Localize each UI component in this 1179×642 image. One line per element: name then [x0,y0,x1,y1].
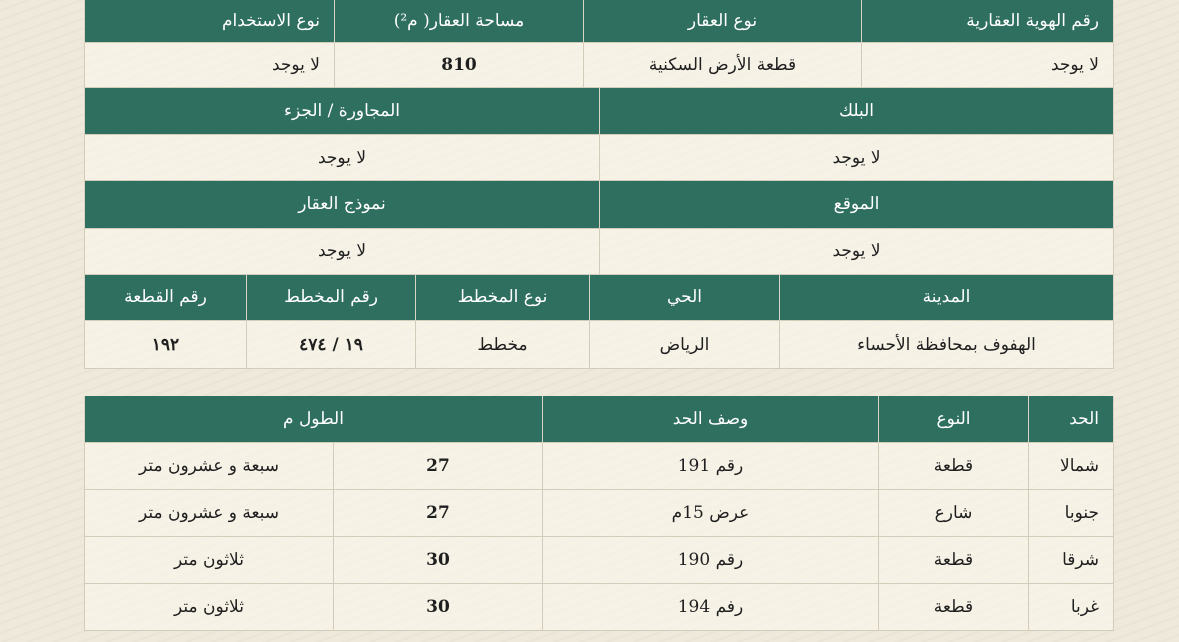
value-plot-number: ١٩٢ [85,321,247,369]
header-length: الطول م [84,396,542,442]
table-row [84,489,1113,536]
boundaries-table [84,396,1114,631]
property-info-section [85,0,1114,369]
boundary-length-text: ثلاثون متر [84,536,333,583]
value-block: لا يوجد [600,135,1114,181]
header-city: المدينة [780,275,1114,321]
header-neighborhood-part: المجاورة / الجزء [85,88,600,135]
header-plan-number: رقم المخطط [247,275,416,321]
header-property-model: نموذج العقار [85,181,600,228]
value-property-id: لا يوجد [862,42,1114,87]
boundary-description: رقم 191 [543,442,879,489]
value-district: الرياض [590,321,780,369]
value-property-type: قطعة الأرض السكنية [584,42,862,87]
value-plan-number: ١٩ / ٤٧٤ [247,321,416,369]
boundary-description: عرض 15م [543,489,879,536]
header-boundary-description: وصف الحد [543,396,879,442]
boundary-length: 27 [334,489,543,536]
boundary-length: 30 [334,536,543,583]
value-location: لا يوجد [600,228,1114,274]
boundary-description: رقم 190 [543,536,879,583]
boundary-length-text: سبعة و عشرون متر [84,442,333,489]
boundary-description: رفم 194 [543,583,879,630]
location-table [84,181,1114,275]
boundary-side: جنوبا [1029,489,1114,536]
header-boundary: الحد [1029,396,1114,442]
value-neighborhood-part: لا يوجد [85,135,600,181]
value-property-model: لا يوجد [85,228,600,274]
boundary-length: 27 [334,442,543,489]
value-usage-type: لا يوجد [85,42,335,87]
header-plot-number: رقم القطعة [85,275,247,321]
table-row [84,442,1113,489]
boundary-side: غربا [1029,583,1114,630]
boundary-type: قطعة [879,536,1029,583]
boundary-length-text: سبعة و عشرون متر [84,489,333,536]
boundary-type: قطعة [879,442,1029,489]
value-city: الهفوف بمحافظة الأحساء [780,321,1114,369]
header-location: الموقع [600,181,1114,228]
header-property-area: مساحة العقار( م²) [335,0,584,42]
block-table [84,88,1114,182]
boundaries-section [85,396,1114,631]
plan-table [84,275,1114,370]
boundary-type: قطعة [879,583,1029,630]
property-table [84,0,1114,88]
value-property-area: 810 [335,42,584,87]
value-plan-type: مخطط [416,321,590,369]
header-type: النوع [879,396,1029,442]
table-row [84,583,1113,630]
boundary-side: شرقا [1029,536,1114,583]
boundary-type: شارع [879,489,1029,536]
boundary-side: شمالا [1029,442,1114,489]
header-district: الحي [590,275,780,321]
header-block: البلك [600,88,1114,135]
header-plan-type: نوع المخطط [416,275,590,321]
table-row [84,536,1113,583]
boundary-length: 30 [334,583,543,630]
header-usage-type: نوع الاستخدام [85,0,335,42]
header-property-type: نوع العقار [584,0,862,42]
header-property-id: رقم الهوية العقارية [862,0,1114,42]
boundary-length-text: ثلاثون متر [84,583,333,630]
